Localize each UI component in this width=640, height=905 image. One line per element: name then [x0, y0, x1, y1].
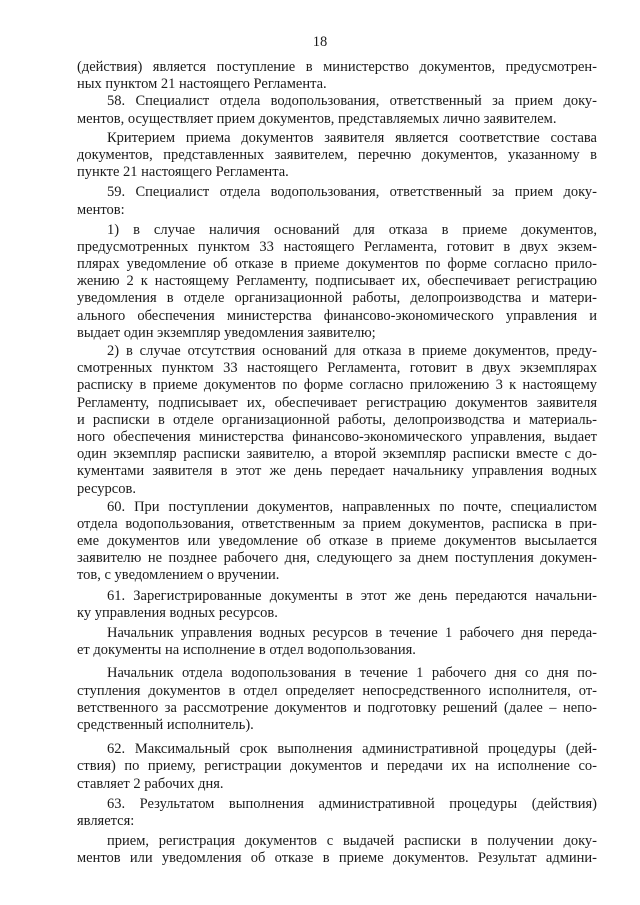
paragraph-line: ветственного за рассмотрение документов и подготовку решений (далее – непо- [77, 699, 597, 716]
paragraph-line: 2) в случае отсутствия оснований для отказа в приеме документов, преду- [107, 343, 597, 359]
paragraph-line: (действия) является поступление в министерство документов, предусмотрен- [77, 59, 597, 75]
paragraph-line: уведомления в отделе организационной работы, делопроизводства и матери- [77, 290, 597, 307]
paragraph-line: ствия) по приему, регистрации документов и передачи их на исполнение со- [77, 758, 597, 775]
paragraph-line: прием, регистрация документов с выдачей расписки в получении доку- [107, 833, 597, 850]
paragraph-line: ку управления водных ресурсов. [77, 604, 278, 621]
paragraph-line: Критерием приема документов заявителя является соответствие состава [107, 129, 597, 146]
paragraph [77, 222, 597, 342]
paragraph-line: является: [77, 812, 135, 829]
paragraph-line: документов, представленных заявителем, перечню документов, указанному в [77, 146, 597, 163]
paragraph-line: еме документов или уведомление об отказе в приеме документов высылается [77, 533, 597, 550]
paragraph [77, 833, 597, 867]
paragraph-line: Начальник управления водных ресурсов в течение 1 рабочего дня переда- [107, 625, 597, 641]
paragraph-line: 59. Специалист отдела водопользования, ответственный за прием доку- [107, 184, 597, 201]
paragraph-line: отдела водопользования, ответственным за прием документов, расписка в при- [77, 515, 597, 532]
paragraph-line: средственный исполнитель). [77, 716, 254, 733]
paragraph-line: тов, с уведомлением о вручении. [77, 567, 280, 584]
paragraph-line: смотренных пунктом 33 настоящего Регламента, готовит в двух экземплярах [77, 360, 597, 377]
document-body [77, 59, 597, 867]
paragraph [77, 343, 597, 498]
paragraph-line: пункте 21 настоящего Регламента. [77, 164, 289, 181]
paragraph-line: и расписки в отделе организационной работы, делопроизводства и материаль- [77, 411, 597, 428]
paragraph-line: ментов, осуществляет прием документов, представляемых лично заявителем. [77, 110, 557, 127]
paragraph [77, 796, 597, 830]
paragraph-line: ставляет 2 рабочих дня. [77, 775, 224, 792]
paragraph-line: ет документы на исполнение в отдел водопользования. [77, 642, 416, 659]
paragraph-line: ментов: [77, 201, 125, 218]
paragraph-line: предусмотренных пунктом 33 настоящего Регламента, готовит в двух экзем- [77, 238, 597, 255]
paragraph-line: плярах уведомление об отказе в приеме документов по форме согласно прило- [77, 256, 597, 273]
paragraph [77, 93, 597, 127]
paragraph-line: ных пунктом 21 настоящего Регламента. [77, 76, 327, 93]
paragraph-line: Регламенту, подписывает их, обеспечивает регистрацию документов заявителя [77, 394, 597, 411]
paragraph-line: 58. Специалист отдела водопользования, ответственный за прием доку- [107, 93, 597, 110]
paragraph [77, 59, 597, 93]
paragraph-line: Начальник отдела водопользования в течение 1 рабочего дня со дня по- [107, 665, 597, 682]
paragraph-line: заявителю не позднее рабочего дня, следующего за днем поступления докумен- [77, 550, 597, 567]
paragraph-line: один экземпляр расписки заявителю, а второй экземпляр расписки вместе с до- [77, 446, 597, 463]
paragraph-line: ного обеспечения министерства финансово-экономического управления, выдает [77, 428, 597, 445]
page-number: 18 [312, 34, 328, 50]
paragraph-line: ментов или уведомления об отказе в приеме документов. Результат админи- [77, 850, 597, 867]
paragraph-line: ресурсов. [77, 480, 136, 497]
paragraph [77, 625, 597, 659]
paragraph-line: кументами заявителя в этот же день передает начальнику управления водных [77, 463, 597, 480]
paragraph-line: 63. Результатом выполнения административной процедуры (действия) [107, 795, 597, 812]
paragraph-line: 61. Зарегистрированные документы в этот же день передаются начальни- [107, 587, 597, 604]
paragraph-line: расписку в приеме документов по форме согласно приложению 3 к настоящему [77, 377, 597, 394]
paragraph-line: 60. При поступлении документов, направленных по почте, специалистом [107, 498, 597, 515]
paragraph [77, 588, 597, 622]
paragraph-line: ального обеспечения министерства финансово-экономического управления и [77, 307, 597, 324]
paragraph-line: выдает один экземпляр уведомления заявителю; [77, 324, 376, 341]
paragraph [77, 130, 597, 182]
paragraph [77, 184, 597, 218]
paragraph [77, 741, 597, 793]
paragraph-line: жению 2 к настоящему Регламенту, подписывает их, обеспечивает регистрацию [77, 273, 597, 290]
paragraph [77, 665, 597, 734]
paragraph [77, 499, 597, 585]
paragraph-line: 1) в случае наличия оснований для отказа в приеме документов, [107, 221, 597, 238]
paragraph-line: ступления документов в отдел определяет непосредственного исполнителя, от- [77, 682, 597, 699]
paragraph-line: 62. Максимальный срок выполнения административной процедуры (дей- [107, 741, 597, 758]
